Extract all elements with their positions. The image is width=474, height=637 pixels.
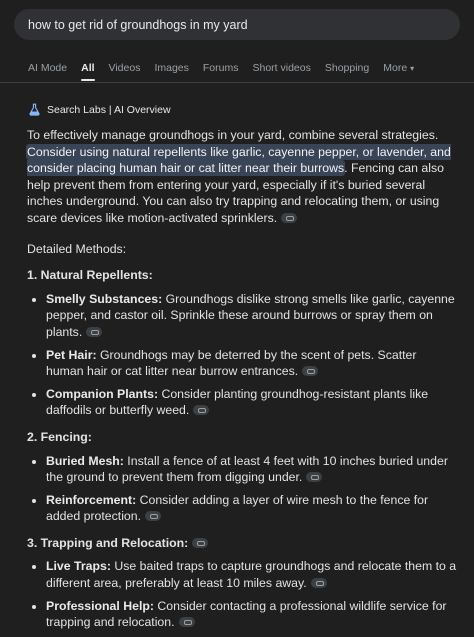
list-item bbox=[46, 453, 457, 486]
item-term: Buried Mesh: bbox=[46, 453, 124, 468]
section-title-text: 3. Trapping and Relocation: bbox=[27, 535, 189, 550]
search-tabs bbox=[28, 59, 428, 77]
link-icon[interactable] bbox=[86, 327, 102, 337]
tab-all[interactable]: All bbox=[81, 62, 95, 74]
list-item bbox=[46, 386, 457, 419]
tabs-divider bbox=[0, 82, 474, 83]
link-icon[interactable] bbox=[145, 511, 161, 521]
tab-images[interactable]: Images bbox=[154, 62, 189, 74]
item-text: Use baited traps to capture groundhogs and relocate them to a different area, preferably at least 10 miles away. bbox=[46, 559, 457, 591]
link-icon[interactable] bbox=[193, 405, 209, 415]
tab-short-videos[interactable]: Short videos bbox=[252, 62, 311, 74]
item-text: Install a fence of at least 4 feet with 10 inches buried under the ground to prevent them from digging under. bbox=[46, 453, 448, 485]
item-text: Consider planting groundhog-resistant plants like daffodils or butterfly weed. bbox=[46, 386, 429, 418]
section-title-natural-repellents: 1. Natural Repellents: bbox=[27, 268, 153, 283]
list-item bbox=[46, 598, 457, 631]
item-term: Pet Hair: bbox=[46, 347, 97, 362]
item-term: Live Traps: bbox=[46, 559, 111, 574]
detailed-methods-heading: Detailed Methods: bbox=[27, 241, 127, 256]
list-item bbox=[46, 291, 457, 341]
tab-ai-mode[interactable]: AI Mode bbox=[28, 62, 68, 74]
item-text: Consider contacting a professional wildlife service for trapping and relocation. bbox=[46, 598, 447, 630]
flask-icon bbox=[28, 103, 41, 116]
item-term: Smelly Substances: bbox=[46, 291, 163, 306]
tab-more[interactable] bbox=[383, 62, 414, 74]
ai-overview-content bbox=[27, 127, 457, 637]
ai-overview-label: Search Labs | AI Overview bbox=[47, 103, 171, 116]
item-text: Groundhogs may be deterred by the scent of pets. Scatter human hair or cat litter near burrow entrances. bbox=[46, 347, 417, 379]
search-input[interactable] bbox=[14, 9, 460, 40]
list-fencing bbox=[27, 453, 457, 525]
list-natural-repellents bbox=[27, 291, 457, 419]
intro-text-end: . Fencing can also help prevent them from entering your yard, especially if it's buried several inches underground. You can also try trapping and relocating them, or using scare devices like motion-activated sprinklers. bbox=[27, 161, 444, 225]
link-icon[interactable] bbox=[306, 472, 322, 482]
intro-text-start: To effectively manage groundhogs in your yard, combine several strategies. bbox=[27, 128, 439, 142]
link-icon[interactable] bbox=[281, 213, 297, 223]
link-icon[interactable] bbox=[179, 617, 195, 627]
link-icon[interactable] bbox=[192, 538, 208, 548]
tab-videos[interactable]: Videos bbox=[108, 62, 141, 74]
chevron-down-icon: ▾ bbox=[410, 64, 415, 73]
overview-intro bbox=[27, 127, 457, 227]
tab-more-label: More bbox=[383, 62, 408, 74]
item-term: Reinforcement: bbox=[46, 492, 137, 507]
tab-shopping[interactable]: Shopping bbox=[324, 62, 370, 74]
search-query: how to get rid of groundhogs in my yard bbox=[28, 17, 248, 32]
list-item bbox=[46, 347, 457, 380]
item-term: Companion Plants: bbox=[46, 386, 159, 401]
item-text: Consider adding a layer of wire mesh to the fence for added protection. bbox=[46, 492, 429, 524]
ai-overview-header bbox=[28, 103, 171, 116]
list-trapping bbox=[27, 558, 457, 630]
highlighted-text[interactable]: Consider using natural repellents like garlic, cayenne pepper, or lavender, and consider placing human hair or cat litter near their burrows bbox=[27, 144, 451, 176]
item-term: Professional Help: bbox=[46, 598, 154, 613]
section-title-fencing: 2. Fencing: bbox=[27, 429, 92, 444]
tab-forums[interactable]: Forums bbox=[202, 62, 239, 74]
link-icon[interactable] bbox=[311, 578, 327, 588]
item-text: Groundhogs dislike strong smells like garlic, cayenne pepper, and castor oil. Sprinkle these around burrows or spray them on plants. bbox=[46, 291, 455, 339]
link-icon[interactable] bbox=[302, 366, 318, 376]
section-title-trapping bbox=[27, 535, 457, 552]
list-item bbox=[46, 558, 457, 591]
list-item bbox=[46, 492, 457, 525]
